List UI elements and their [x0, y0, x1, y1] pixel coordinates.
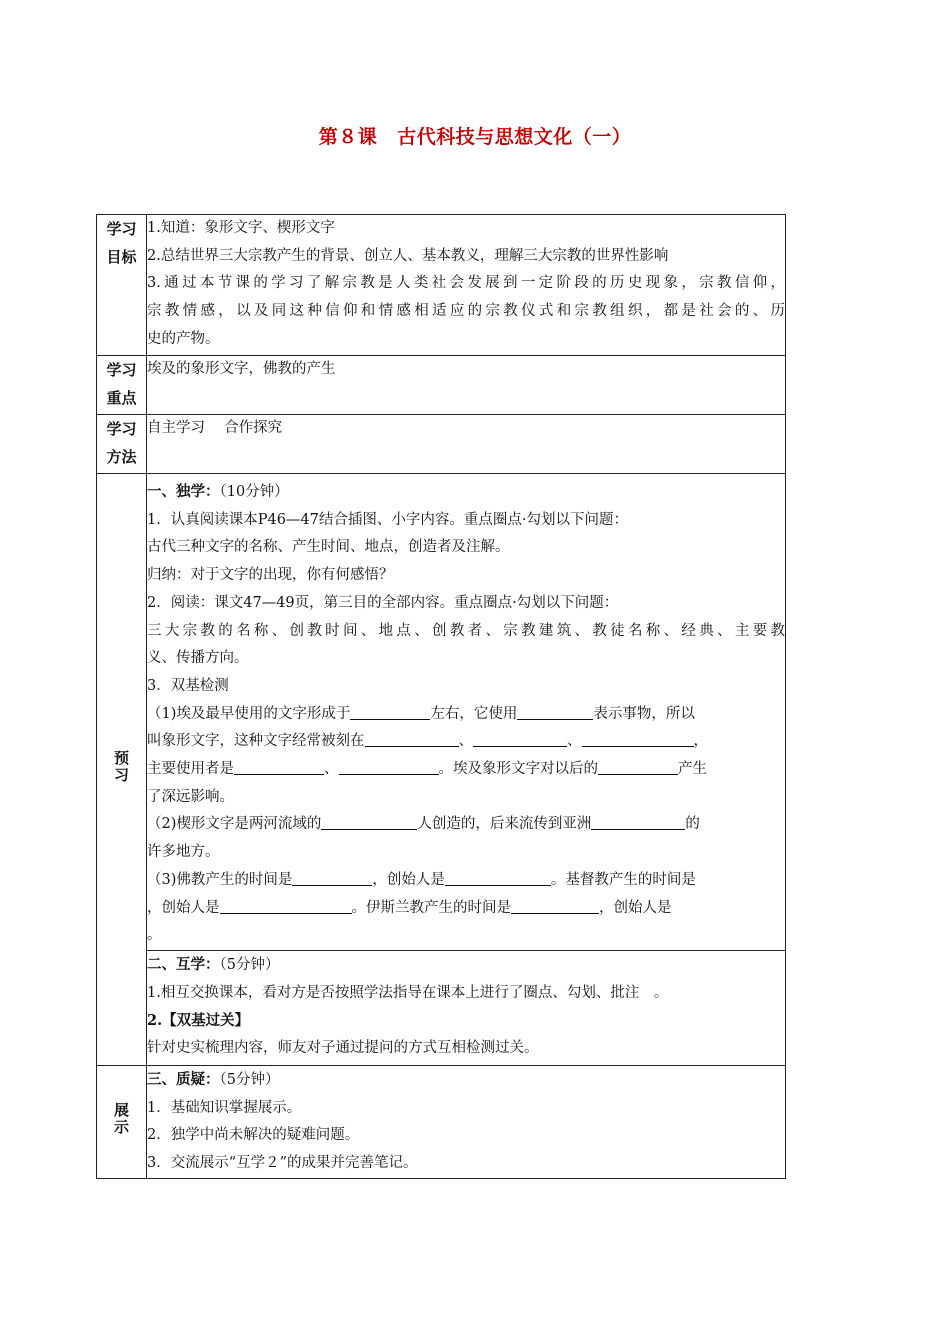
question-2-line-1: （2)楔形文字是两河流域的 人创造的，后来流传到亚洲 的 [147, 811, 785, 839]
goals-label: 学习 目标 [97, 215, 147, 356]
question-3-line-2: ，创始人是 。伊斯兰教产生的时间是 ，创始人是 [147, 895, 785, 923]
goals-content: 1.知道：象形文字、楔形文字 2.总结世界三大宗教产生的背景、创立人、基本教义，理解三大宗教的世界性影响 3.通过本节课的学习了解宗教是人类社会发展到一定阶段的历史现象，宗教信仰， 宗教情感，以及同这种信仰和情感相适应的宗教仪式和宗教组织，都是社会的、历 史的产物。 [147, 215, 786, 356]
self-study-heading: 一、独学： [147, 483, 220, 500]
answer-blank[interactable] [321, 811, 417, 830]
goals-row [97, 215, 786, 356]
answer-blank[interactable] [445, 867, 551, 886]
answer-blank[interactable] [598, 756, 678, 775]
question-1-line-3: 主要使用者是 、 。埃及象形文字对以后的 产生 [147, 756, 785, 784]
answer-blank[interactable] [591, 811, 685, 830]
question-3-line-1: （3)佛教产生的时间是 ，创始人是 。基督教产生的时间是 [147, 867, 785, 895]
answer-blank[interactable] [292, 867, 372, 886]
answer-blank[interactable] [350, 701, 430, 720]
method-row [97, 415, 786, 474]
method-label: 学习 方法 [97, 415, 147, 474]
mutual-study-section: 二、互学：（5分钟） 1.相互交换课本，看对方是否按照学法指导在课本上进行了圈点、勾划、批注 。 2.【双基过关】 针对史实梳理内容，师友对子通过提问的方式互相检测过关。 [147, 950, 786, 1065]
question-1-line-1: （1)埃及最早使用的文字形成于 左右，它使用 表示事物，所以 [147, 701, 785, 729]
lesson-number: 第８课 [318, 126, 378, 148]
answer-blank[interactable] [234, 756, 324, 775]
lesson-plan-table [96, 214, 786, 1179]
focus-content: 埃及的象形文字，佛教的产生 [147, 356, 786, 415]
show-label: 展 示 [97, 1065, 147, 1178]
focus-label: 学习 重点 [97, 356, 147, 415]
focus-row [97, 356, 786, 415]
mutual-study-heading: 二、互学： [147, 955, 220, 973]
mutual-study-row [97, 950, 786, 1065]
answer-blank[interactable] [339, 756, 439, 775]
answer-blank[interactable] [220, 895, 352, 914]
answer-blank[interactable] [517, 701, 593, 720]
lesson-name: 古代科技与思想文化（一） [397, 126, 632, 148]
show-section: 三、质疑：（5分钟） 1．基础知识掌握展示。 2．独学中尚未解决的疑难问题。 3．交流展示“互学２”的成果并完善笔记。 [147, 1065, 786, 1178]
answer-blank[interactable] [582, 728, 694, 747]
page-title [0, 122, 950, 149]
method-content: 自主学习 合作探究 [147, 415, 786, 474]
preview-label: 预 习 [97, 474, 147, 1066]
show-row [97, 1065, 786, 1178]
self-study-section: 一、独学：（10分钟） 1．认真阅读课本P46—47结合插图、小字内容。重点圈点·勾划以下问题： 古代三种文字的名称、产生时间、地点，创造者及注解。 归纳：对于文字的出现，你有何感悟？ 2．阅读：课文47—49页，第三目的全部内容。重点圈点·勾划以下问题： 三大宗教的名称、创教时间、地点、创教者、宗教建筑、教徒名称、经典、主要教 义、传播方向。 3．双基检测 （1)埃及最早使用的文字形成于 左右，它使用 表示事物，所以 叫象形文字，这种文字经常被刻在 、 、 ， 主要使用者是 、 。埃及象形文字对以后的 产生 了深远影响。 （2)楔形文字是两河流域的 人创造的，后来流传到亚洲 的 许多地方。 （3)佛教产生的时间是 ，创始人是 。基督教产生的时间是 ，创始人是 。伊斯兰教产生的时间是 ，创始人是 。 [147, 474, 786, 951]
show-heading: 三、质疑： [147, 1070, 220, 1088]
answer-blank[interactable] [473, 728, 567, 747]
answer-blank[interactable] [511, 895, 599, 914]
preview-row [97, 474, 786, 951]
answer-blank[interactable] [365, 728, 459, 747]
question-1-line-2: 叫象形文字，这种文字经常被刻在 、 、 ， [147, 728, 785, 756]
